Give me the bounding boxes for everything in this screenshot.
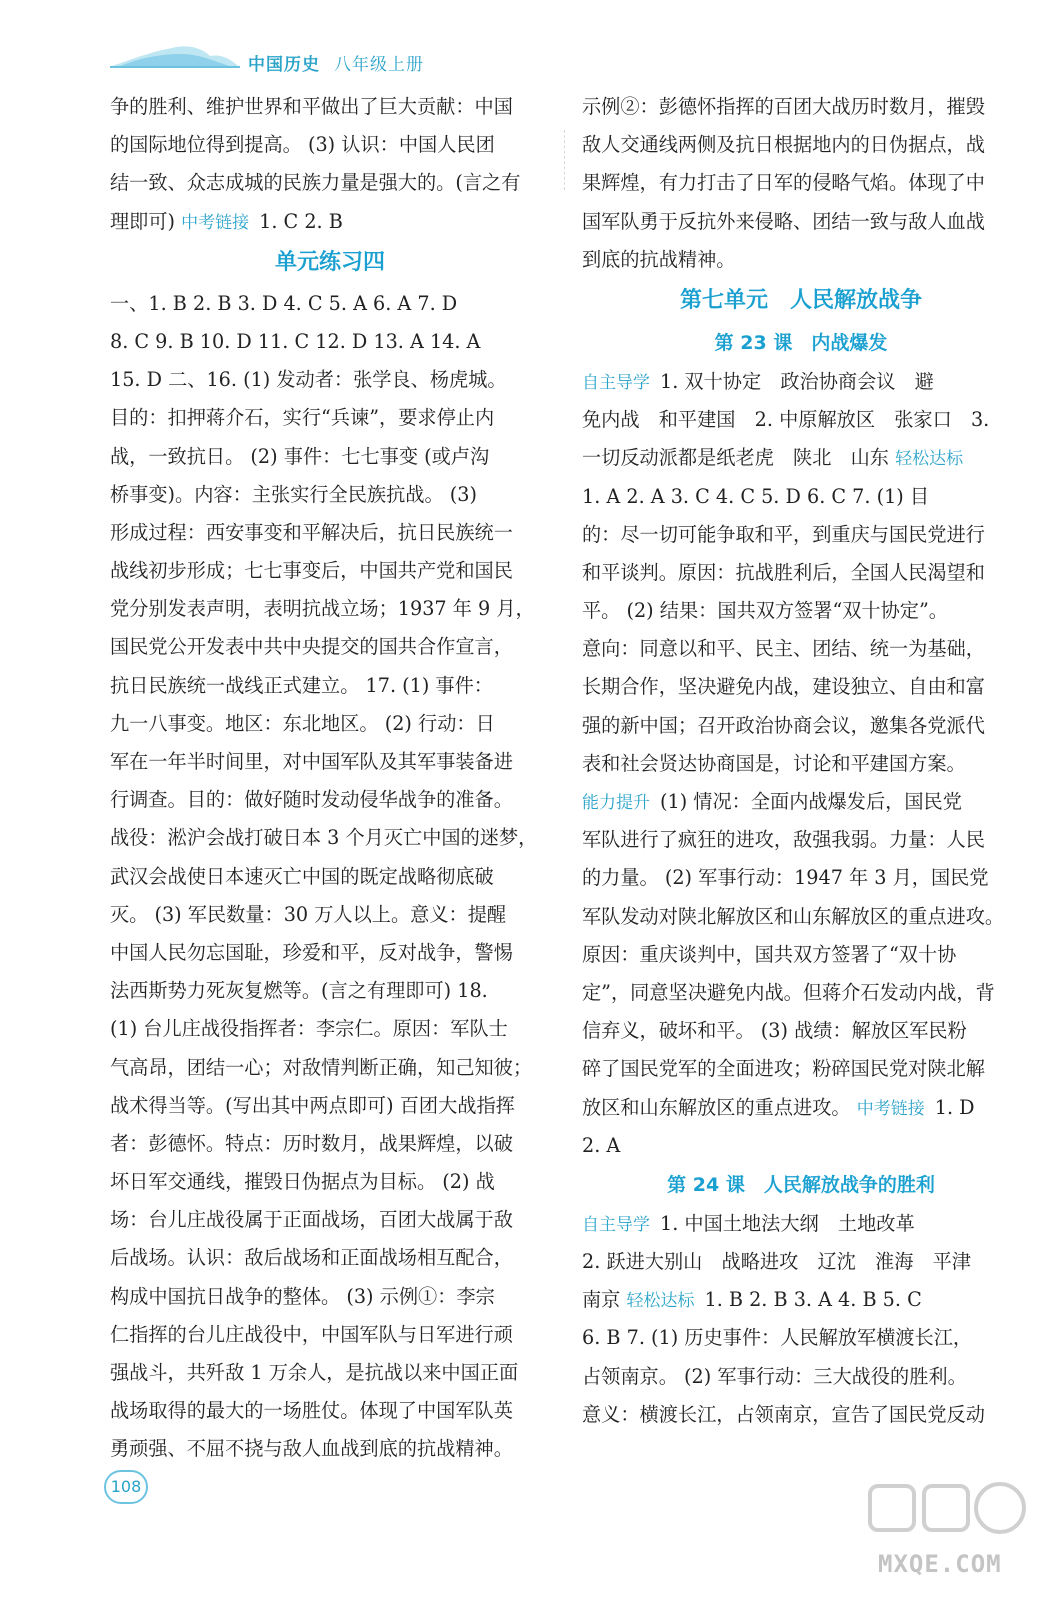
line-text: 南京 bbox=[582, 1288, 627, 1312]
text-line: 占领南京。 (2) 军事行动：三大战役的胜利。 bbox=[582, 1364, 967, 1388]
text-line: 敌人交通线两侧及抗日根据地内的日伪据点，战 bbox=[582, 133, 985, 157]
text-line: 九一八事变。地区：东北地区。 (2) 行动：日 bbox=[110, 711, 495, 735]
text-line bbox=[582, 1205, 1020, 1243]
text-line: 信弃义，破坏和平。 (3) 战绩：解放区军民粉 bbox=[582, 1019, 967, 1043]
text-line: 桥事变)。内容：主张实行全民族抗战。 (3) bbox=[110, 482, 477, 506]
section-tag: 自主导学 bbox=[582, 1214, 650, 1235]
text-line bbox=[582, 439, 1020, 477]
line-text: 1. C 2. B bbox=[259, 209, 343, 233]
text-line: 碎了国民党军的全面进攻；粉碎国民党对陕北解 bbox=[582, 1057, 985, 1081]
line-text: 放区和山东解放区的重点进攻。 bbox=[582, 1095, 857, 1119]
watermark-icon bbox=[860, 1478, 1050, 1558]
text-line: 原因：重庆谈判中，国共双方签署了“双十协 bbox=[582, 942, 957, 966]
text-line: 灭。 (3) 军民数量：30 万人以上。意义：提醒 bbox=[110, 902, 507, 926]
text-line: 中国人民勿忘国耻，珍爱和平，反对战争，警惕 bbox=[110, 940, 513, 964]
text-line: 平。 (2) 结果：国共双方签署“双十协定”。 bbox=[582, 599, 948, 623]
text-line bbox=[582, 1281, 1020, 1319]
text-line: 气高昂，团结一心；对敌情判断正确，知己知彼； bbox=[110, 1055, 533, 1079]
text-line: 结一致、众志成城的民族力量是强大的。(言之有 bbox=[110, 171, 521, 195]
cloud-banner-icon bbox=[110, 38, 240, 74]
text-line: 强的新中国；召开政治协商会议，邀集各党派代 bbox=[582, 713, 985, 737]
text-line: 意向：同意以和平、民主、团结、统一为基础， bbox=[582, 637, 985, 661]
text-line: 法西斯势力死灰复燃等。(言之有理即可) 18. bbox=[110, 979, 488, 1003]
line-text: 1. B 2. B 3. A 4. B 5. C bbox=[704, 1288, 922, 1312]
text-line: 的：尽一切可能争取和平，到重庆与国民党进行 bbox=[582, 522, 985, 546]
text-line bbox=[582, 783, 1020, 821]
text-line: 免内战 和平建国 2. 中原解放区 张家口 3. bbox=[582, 408, 990, 432]
text-line: 示例②：彭德怀指挥的百团大战历时数月，摧毁 bbox=[582, 95, 985, 118]
section-tag: 轻松达标 bbox=[895, 449, 964, 470]
text-line: 坏日军交通线，摧毁日伪据点为目标。 (2) 战 bbox=[110, 1170, 495, 1194]
text-line: 果辉煌，有力打击了日军的侵略气焰。体现了中 bbox=[582, 171, 985, 195]
text-line: 一、1. B 2. B 3. D 4. C 5. A 6. A 7. D bbox=[110, 291, 458, 315]
text-line: 的国际地位得到提高。 (3) 认识：中国人民团 bbox=[110, 133, 495, 157]
text-line: 和平谈判。原因：抗战胜利后，全国人民渴望和 bbox=[582, 560, 985, 584]
grade-label: 八年级上册 bbox=[334, 55, 424, 75]
line-text: 1. 双十协定 政治协商会议 避 bbox=[660, 369, 934, 393]
text-line: 场：台儿庄战役属于正面战场，百团大战属于敌 bbox=[110, 1208, 513, 1232]
text-line: 者：彭德怀。特点：历时数月，战果辉煌，以破 bbox=[110, 1131, 513, 1155]
line-text: (1) 情况：全面内战爆发后，国民党 bbox=[660, 790, 962, 813]
unit-heading: 第七单元 人民解放战争 bbox=[679, 287, 922, 313]
section-tag: 自主导学 bbox=[582, 372, 650, 393]
text-line: 战役：淞沪会战打破日本 3 个月灭亡中国的迷梦， bbox=[110, 826, 538, 850]
text-line: 战线初步形成；七七事变后，中国共产党和国民 bbox=[110, 559, 513, 583]
text-line: 战，一致抗日。 (2) 事件：七七事变 (或卢沟 bbox=[110, 444, 490, 468]
text-line: 军在一年半时间里，对中国军队及其军事装备进 bbox=[110, 750, 513, 773]
text-line: 国军队勇于反抗外来侵略、团结一致与敌人血战 bbox=[582, 209, 985, 233]
section-tag: 轻松达标 bbox=[626, 1291, 695, 1312]
text-line: 到底的抗战精神。 bbox=[582, 247, 736, 271]
line-text: 1. D bbox=[934, 1095, 975, 1119]
text-line: 2. A bbox=[582, 1133, 621, 1157]
text-line bbox=[582, 1089, 1020, 1127]
text-line: 抗日民族统一战线正式建立。 17. (1) 事件： bbox=[110, 673, 493, 697]
watermark-text: MXQE.COM bbox=[878, 1550, 1002, 1578]
text-line: 仁指挥的台儿庄战役中，中国军队与日军进行顽 bbox=[110, 1322, 513, 1346]
text-line: 定”，同意坚决避免内战。但蒋介石发动内战，背 bbox=[582, 980, 995, 1004]
text-line: 2. 跃进大别山 战略进攻 辽沈 淮海 平津 bbox=[582, 1250, 971, 1274]
text-line: 形成过程：西安事变和平解决后，抗日民族统一 bbox=[110, 520, 513, 544]
text-line: 争的胜利、维护世界和平做出了巨大贡献：中国 bbox=[110, 95, 513, 118]
lesson-heading: 第 23 课 内战爆发 bbox=[714, 331, 888, 354]
text-line: 的力量。 (2) 军事行动：1947 年 3 月，国民党 bbox=[582, 866, 989, 890]
text-line: 勇顽强、不屈不挠与敌人血战到底的抗战精神。 bbox=[110, 1437, 513, 1461]
text-line: 表和社会贤达协商国是，讨论和平建国方案。 bbox=[582, 751, 966, 775]
text-line: 战术得当等。(写出其中两点即可) 百团大战指挥 bbox=[110, 1093, 515, 1117]
text-line: 行调查。目的：做好随时发动侵华战争的准备。 bbox=[110, 788, 513, 812]
page-number: 108 bbox=[104, 1470, 148, 1504]
text-line: 武汉会战使日本速灭亡中国的既定战略彻底破 bbox=[110, 864, 494, 888]
text-line: (1) 台儿庄战役指挥者：李宗仁。原因：军队士 bbox=[110, 1017, 508, 1041]
unit-exercise-heading: 单元练习四 bbox=[274, 249, 385, 275]
page-header bbox=[110, 38, 470, 78]
text-line: 6. B 7. (1) 历史事件：人民解放军横渡长江， bbox=[582, 1326, 973, 1350]
text-line bbox=[582, 363, 1020, 401]
text-line: 战场取得的最大的一场胜仗。体现了中国军队英 bbox=[110, 1399, 513, 1423]
right-column bbox=[582, 88, 1020, 1434]
section-tag: 能力提升 bbox=[582, 793, 650, 813]
text-line bbox=[110, 203, 550, 241]
subject-label: 中国历史 bbox=[248, 55, 320, 75]
left-column bbox=[110, 88, 550, 1469]
text-line: 长期合作，坚决避免内战，建设独立、自由和富 bbox=[582, 675, 985, 699]
column-divider bbox=[564, 130, 565, 190]
watermark-logo bbox=[860, 1478, 1050, 1588]
lesson-heading: 第 24 课 人民解放战争的胜利 bbox=[667, 1173, 935, 1196]
text-line: 军队发动对陕北解放区和山东解放区的重点进攻。 bbox=[582, 904, 1005, 928]
line-text: 1. 中国土地法大纲 土地改革 bbox=[660, 1211, 915, 1235]
text-line: 军队进行了疯狂的进攻，敌强我弱。力量：人民 bbox=[582, 828, 985, 852]
line-text: 一切反动派都是纸老虎 陕北 山东 bbox=[582, 446, 896, 470]
text-line: 15. D 二、16. (1) 发动者：张学良、杨虎城。 bbox=[110, 368, 507, 392]
section-tag: 中考链接 bbox=[856, 1098, 925, 1119]
text-line: 后战场。认识：敌后战场和正面战场相互配合， bbox=[110, 1246, 513, 1270]
line-text: 理即可) bbox=[110, 209, 182, 233]
section-tag: 中考链接 bbox=[181, 212, 250, 233]
text-line: 构成中国抗日战争的整体。 (3) 示例①：李宗 bbox=[110, 1284, 495, 1308]
text-line: 国民党公开发表中共中央提交的国共合作宣言， bbox=[110, 635, 513, 659]
text-line: 意义：横渡长江，占领南京，宣告了国民党反动 bbox=[582, 1402, 985, 1426]
text-line: 8. C 9. B 10. D 11. C 12. D 13. A 14. A bbox=[110, 329, 481, 353]
text-line: 党分别发表声明，表明抗战立场；1937 年 9 月， bbox=[110, 597, 535, 621]
text-line: 目的：扣押蒋介石，实行“兵谏”，要求停止内 bbox=[110, 406, 495, 430]
text-line: 1. A 2. A 3. C 4. C 5. D 6. C 7. (1) 目 bbox=[582, 484, 930, 508]
text-line: 强战斗，共歼敌 1 万余人，是抗战以来中国正面 bbox=[110, 1361, 519, 1384]
header-title bbox=[248, 50, 424, 75]
